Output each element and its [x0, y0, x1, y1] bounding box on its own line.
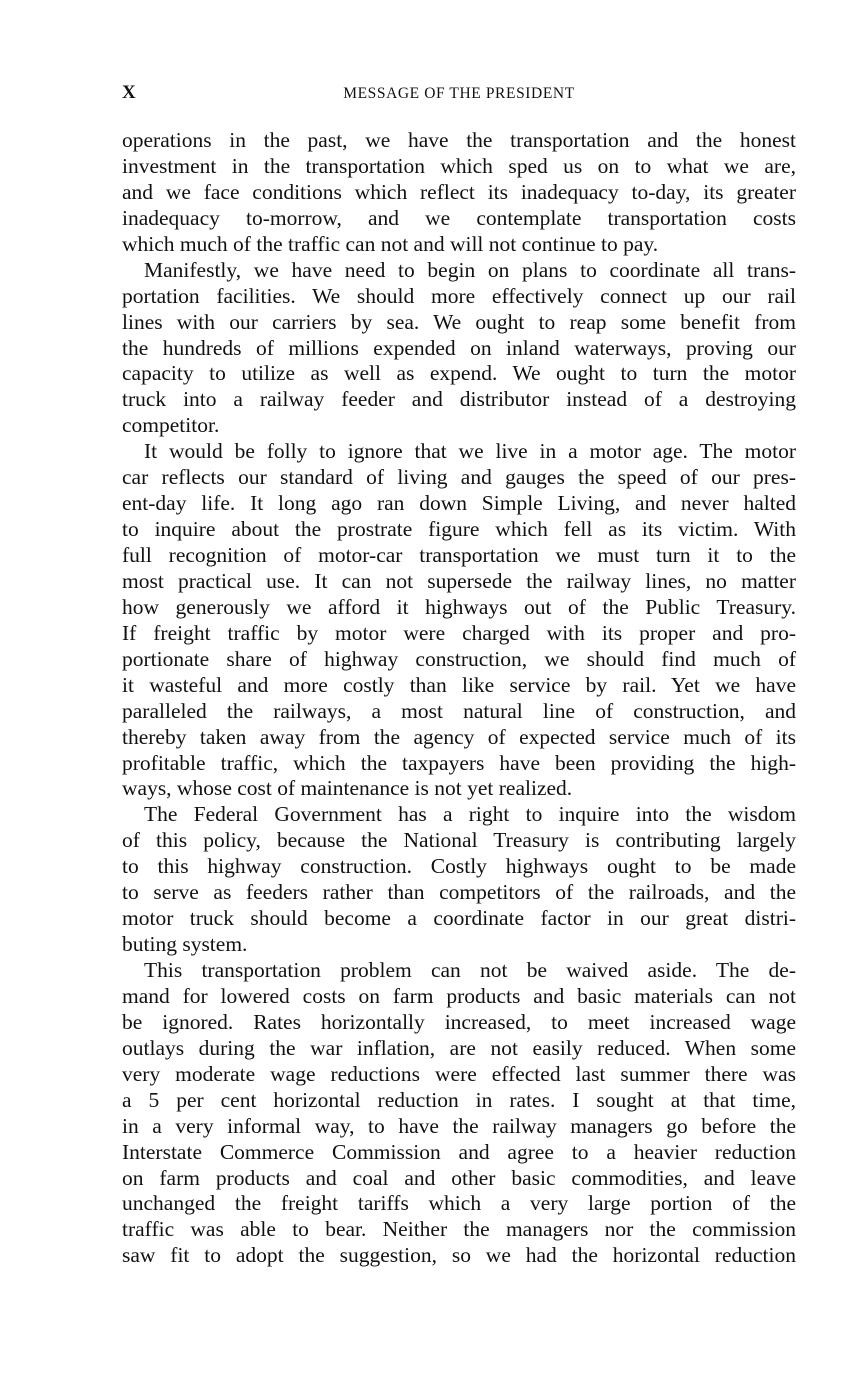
text-line: lines with our carriers by sea. We ought to reap some benefit from	[122, 309, 796, 334]
text-line: to inquire about the prostrate figure which fell as its victim. With	[122, 517, 796, 542]
text-line: the hundreds of millions expended on inland waterways, proving our	[122, 335, 796, 360]
paragraph-first-line: The Federal Government has a right to inquire into the wisdom	[144, 802, 796, 827]
text-line: it wasteful and more costly than like service by rail. Yet we have	[122, 672, 796, 697]
page-number: X	[122, 82, 137, 103]
text-line: ways, whose cost of maintenance is not yet realized.	[122, 776, 573, 801]
text-line: of this policy, because the National Treasury is contributing largely	[122, 828, 796, 853]
text-line: most practical use. It can not supersede the railway lines, no matter	[122, 568, 796, 593]
text-line: Interstate Commerce Commission and agree to a heavier reduction	[122, 1139, 796, 1164]
text-line: motor truck should become a coordinate factor in our great distri-	[122, 906, 796, 931]
text-line: portionate share of highway construction, we should find much of	[122, 646, 796, 671]
text-line: how generously we afford it highways out of the Public Treasury.	[122, 594, 796, 619]
text-line: outlays during the war inflation, are not easily reduced. When some	[122, 1035, 796, 1060]
text-line: operations in the past, we have the transportation and the honest	[122, 128, 796, 152]
text-line: investment in the transportation which sped us on to what we are,	[122, 153, 796, 178]
text-line: paralleled the railways, a most natural line of construction, and	[122, 698, 796, 723]
text-line: to serve as feeders rather than competitors of the railroads, and the	[122, 880, 796, 905]
text-line: truck into a railway feeder and distributor instead of a destroying	[122, 387, 796, 412]
text-line: buting system.	[122, 932, 248, 957]
text-line: which much of the traffic can not and will not continue to pay.	[122, 231, 659, 256]
text-line: a 5 per cent horizontal reduction in rates. I sought at that time,	[122, 1087, 796, 1112]
text-line: If freight traffic by motor were charged with its proper and pro-	[122, 620, 796, 645]
body-text	[122, 128, 796, 1269]
page-header	[122, 80, 796, 110]
paragraph-first-line: It would be folly to ignore that we live in a motor age. The motor	[144, 439, 796, 464]
text-line: in a very informal way, to have the railway managers go before the	[122, 1113, 796, 1138]
text-line: on farm products and coal and other basic commodities, and leave	[122, 1165, 796, 1190]
text-line: portation facilities. We should more effectively connect up our rail	[122, 283, 796, 308]
text-line: to this highway construction. Costly highways ought to be made	[122, 854, 796, 879]
text-line: full recognition of motor-car transportation we must turn it to the	[122, 543, 796, 567]
text-line: mand for lowered costs on farm products and basic materials can not	[122, 983, 796, 1008]
paragraph-first-line: This transportation problem can not be waived aside. The de-	[144, 958, 796, 982]
text-line: thereby taken away from the agency of expected service much of its	[122, 724, 796, 749]
text-line: inadequacy to-morrow, and we contemplate transportation costs	[122, 205, 796, 230]
text-line: very moderate wage reductions were effected last summer there was	[122, 1061, 796, 1086]
text-line: competitor.	[122, 413, 220, 438]
text-line: and we face conditions which reflect its inadequacy to-day, its greater	[122, 179, 796, 204]
text-line: car reflects our standard of living and gauges the speed of our pres-	[122, 465, 796, 490]
paragraph-first-line: Manifestly, we have need to begin on plans to coordinate all trans-	[144, 257, 796, 282]
text-line: be ignored. Rates horizontally increased, to meet increased wage	[122, 1009, 796, 1034]
text-line: traffic was able to bear. Neither the managers nor the commission	[122, 1217, 796, 1242]
text-line: profitable traffic, which the taxpayers have been providing the high-	[122, 750, 796, 775]
text-line: unchanged the freight tariffs which a very large portion of the	[122, 1191, 796, 1216]
text-line: saw fit to adopt the suggestion, so we had the horizontal reduction	[122, 1243, 796, 1268]
running-head: MESSAGE OF THE PRESIDENT	[343, 85, 575, 102]
text-line: ent-day life. It long ago ran down Simple Living, and never halted	[122, 491, 796, 516]
text-line: capacity to utilize as well as expend. We ought to turn the motor	[122, 361, 796, 386]
